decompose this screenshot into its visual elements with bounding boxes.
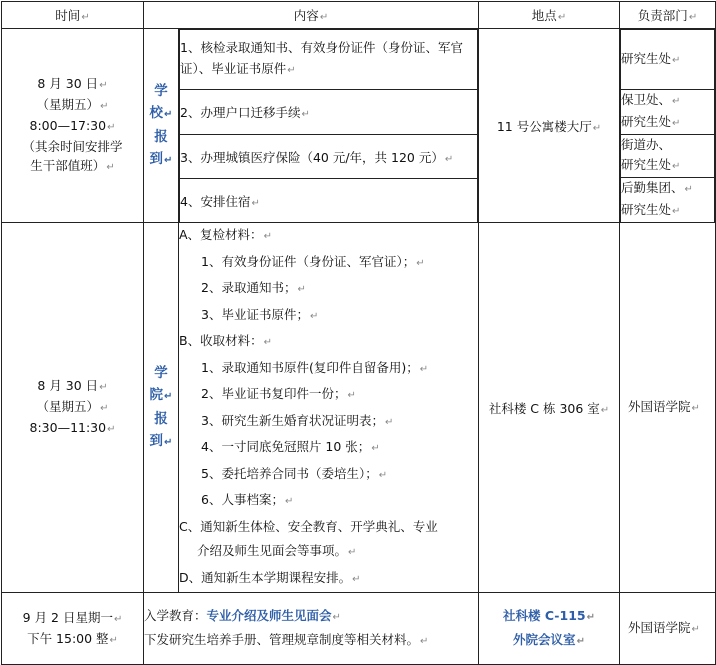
orientation-row (2, 593, 716, 665)
list-line: 2、录取通知书；↵ (201, 280, 306, 295)
s1-dept-cell (620, 29, 716, 223)
list-line: A、复检材料：↵ (179, 227, 272, 242)
list-line: D、通知新生本学期课程安排。↵ (179, 569, 361, 585)
s3-dept: 外国语学院↵ (620, 593, 716, 665)
s1-item: 2、办理户口迁移手续↵ (180, 89, 478, 134)
s2-dept: 外国语学院↵ (620, 223, 716, 593)
orientation-highlight: 专业介绍及师生见面会 (206, 607, 332, 623)
s2-time-cell: 8 月 30 日↵ （星期五）↵ 8:30—11:30↵ (2, 223, 144, 593)
list-line: 6、人事档案；↵ (201, 492, 294, 507)
s1-item: 4、安排住宿↵ (180, 179, 478, 222)
school-registration-row (2, 29, 716, 223)
s1-time-cell: 8 月 30 日↵ （星期五）↵ 8:00—17:30↵ （其余时间安排学 生干部值班）↵ (2, 29, 144, 223)
list-line: 3、研究生新生婚育状况证明表；↵ (201, 412, 394, 428)
s1-place: 11 号公寓楼大厅↵ (479, 29, 620, 223)
dept-item: 后勤集团、↵ 研究生处↵ (621, 178, 715, 223)
s2-place: 社科楼 C 栋 306 室↵ (479, 223, 620, 593)
header-dept: 负责部门↵ (620, 2, 716, 29)
header-row (2, 2, 716, 29)
list-line: B、收取材料：↵ (179, 333, 272, 348)
s3-content: 入学教育：专业介绍及师生见面会↵ 下发研究生培养手册、管理规章制度等相关材料。↵ (144, 593, 479, 665)
s3-time-cell: 9 月 2 日星期一↵ 下午 15:00 整↵ (2, 593, 144, 665)
s1-item: 3、办理城镇医疗保险（40 元/年，共 120 元）↵ (180, 134, 478, 178)
list-line: 4、一寸同底免冠照片 10 张；↵ (201, 439, 380, 454)
list-line: 1、录取通知书原件(复印件自留备用)；↵ (201, 359, 429, 375)
s3-place: 社科楼 C-115↵ 外院会议室↵ (479, 593, 620, 665)
s1-items-cell (179, 29, 479, 223)
list-line: 1、有效身份证件（身份证、军官证）；↵ (201, 253, 425, 269)
dept-item: 研究生处↵ (621, 30, 715, 90)
dept-item: 街道办、 研究生处↵ (621, 135, 715, 178)
s2-materials-list (179, 223, 479, 593)
list-line: 5、委托培养合同书（委培生）；↵ (201, 465, 388, 481)
list-line: 3、毕业证书原件；↵ (201, 306, 319, 322)
s1-section-label: 学 校↵ 报 到↵ (144, 29, 179, 223)
list-line: C、通知新生体检、安全教育、开学典礼、专业 (179, 518, 438, 534)
dept-item: 保卫处、↵ 研究生处↵ (621, 90, 715, 135)
list-line: 介绍及师生见面会等事项。↵ (197, 543, 357, 558)
s1-items-list (179, 29, 478, 222)
schedule-table (1, 1, 716, 665)
header-time: 时间↵ (2, 2, 144, 29)
header-content: 内容↵ (144, 2, 479, 29)
college-registration-row (2, 223, 716, 593)
list-line: 2、毕业证书复印件一份；↵ (201, 386, 356, 401)
header-place: 地点↵ (479, 2, 620, 29)
s1-dept-list (620, 29, 715, 222)
s1-item: 1、核检录取通知书、有效身份证件（身份证、军官证）、毕业证书原件↵ (180, 30, 478, 90)
s2-section-label: 学 院↵ 报 到↵ (144, 223, 179, 593)
